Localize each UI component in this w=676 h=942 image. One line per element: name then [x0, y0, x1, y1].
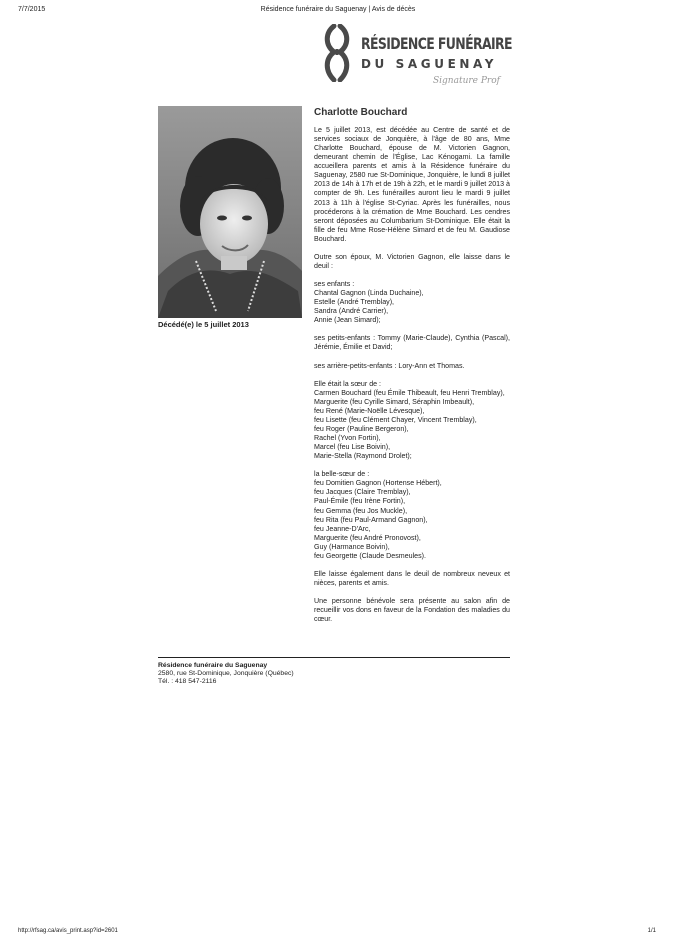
- volunteer-paragraph: Une personne bénévole sera présente au salon afin de recueillir vos dons en faveur de la Fondation des maladies du cœur.: [314, 597, 510, 624]
- funeral-home-name: Résidence funéraire du Saguenay: [158, 662, 268, 669]
- list-item: Chantal Gagnon (Linda Duchaine),: [314, 289, 424, 298]
- in-laws-label: la belle-sœur de :: [314, 470, 370, 479]
- list-item: Marguerite (feu André Pronovost),: [314, 533, 421, 542]
- intro-paragraph: Le 5 juillet 2013, est décédée au Centre de santé et de services sociaux de Jonquière, à l'âge de 80 ans, Mme Charlotte Bouchard, épouse de M. Victorien Gagnon, demeurant chemin de l'Église, Lac Kénogami. La famille accueillera parents et amis à la Résidence funéraire du Saguenay, 2580 rue St-Dominique, Jonquière, le lundi 8 juillet 2013 de 14h à 17h et de 19h à 22h, et le mardi 9 juillet 2013 à compter de 9h. Les funérailles auront lieu le mardi 9 juillet 2013 à 11h à l'église St-Cyriac. Après les funérailles, nous procéderons à la crémation de Mme Bouchard. Les cendres seront déposées au Columbarium St-Dominique. Elle était la fille de feu Mme Rose-Hélène Simard et de feu M. Gaudiose Bouchard.: [314, 126, 510, 243]
- list-item: feu Gemma (feu Jos Muckle),: [314, 506, 408, 515]
- leaves-intro-paragraph: Outre son époux, M. Victorien Gagnon, elle laisse dans le deuil :: [314, 252, 510, 270]
- list-item: feu Roger (Pauline Bergeron),: [314, 424, 409, 433]
- death-date-caption: Décédé(e) le 5 juillet 2013: [158, 320, 249, 329]
- list-item: Carmen Bouchard (feu Émile Thibeault, feu Henri Tremblay),: [314, 388, 505, 397]
- grandchildren-paragraph: ses petits-enfants : Tommy (Marie-Claude), Cynthia (Pascal), Jérémie, Émilie et David;: [314, 334, 510, 352]
- list-item: feu Lisette (feu Clément Chayer, Vincent Tremblay),: [314, 415, 477, 424]
- logo-signature: Signature Prof: [433, 76, 500, 86]
- list-item: Paul-Émile (feu Irène Fortin),: [314, 497, 406, 506]
- funeral-home-address: 2580, rue St-Dominique, Jonquière (Québec): [158, 670, 294, 677]
- list-item: Marguerite (feu Cyrille Simard, Séraphin Imbeault),: [314, 397, 475, 406]
- list-item: Annie (Jean Simard);: [314, 316, 381, 325]
- list-item: Marie-Stella (Raymond Drolet);: [314, 452, 412, 461]
- print-date: 7/7/2015: [18, 6, 46, 13]
- list-item: Sandra (André Carrier),: [314, 307, 389, 316]
- footer-divider: [158, 657, 510, 658]
- siblings-label: Elle était la sœur de :: [314, 379, 382, 388]
- print-page-title: Résidence funéraire du Saguenay | Avis de décès: [260, 6, 416, 13]
- list-item: Estelle (André Tremblay),: [314, 298, 395, 307]
- nephews-paragraph: Elle laisse également dans le deuil de nombreux neveux et nièces, parents et amis.: [314, 569, 510, 588]
- siblings-list: [314, 380, 510, 462]
- list-item: feu Jacques (Claire Tremblay),: [314, 488, 411, 497]
- logo-mark-icon: [320, 24, 354, 82]
- children-label: ses enfants :: [314, 280, 355, 289]
- list-item: Marcel (feu Lise Boivin),: [314, 443, 391, 452]
- list-item: feu René (Marie-Noëlle Lévesque),: [314, 406, 425, 415]
- list-item: feu Rita (feu Paul-Armand Gagnon),: [314, 515, 428, 524]
- children-list: [314, 280, 510, 325]
- list-item: feu Jeanne-D'Arc,: [314, 524, 371, 533]
- list-item: Guy (Harmance Boivin),: [314, 542, 390, 551]
- great-grandchildren-paragraph: ses arrière-petits-enfants : Lory-Ann et Thomas.: [314, 361, 465, 370]
- list-item: Rachel (Yvon Fortin),: [314, 434, 381, 443]
- list-item: feu Domitien Gagnon (Hortense Hébert),: [314, 479, 442, 488]
- deceased-name: Charlotte Bouchard: [314, 107, 408, 118]
- print-url: http://rfsag.ca/avis_print.asp?id=2601: [18, 928, 118, 934]
- logo: [320, 24, 520, 94]
- funeral-home-phone: Tél. : 418 547-2116: [158, 678, 217, 685]
- logo-wordmark-line2: DU SAGUENAY: [361, 57, 498, 71]
- print-page-number: 1/1: [647, 928, 656, 934]
- list-item: feu Georgette (Claude Desmeules).: [314, 551, 426, 560]
- in-laws-list: [314, 470, 510, 561]
- portrait-photo: [158, 106, 302, 318]
- logo-wordmark-line1: RÉSIDENCE FUNÉRAIRE: [361, 34, 512, 53]
- obituary-text: [314, 126, 510, 633]
